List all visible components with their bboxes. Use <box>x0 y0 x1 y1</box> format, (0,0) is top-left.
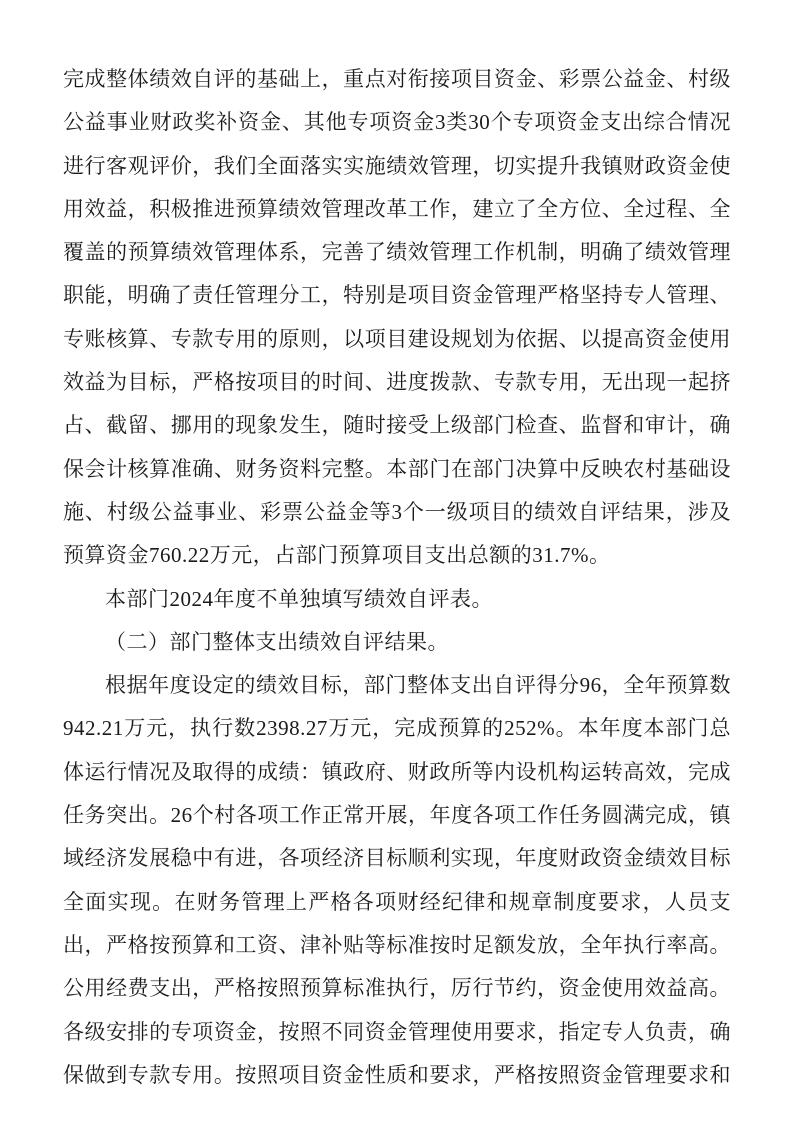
text-line-paragraph-start: 根据年度设定的绩效目标，部门整体支出自评得分96，全年预算数 <box>105 673 731 698</box>
text-line-paragraph-start: 本部门2024年度不单独填写绩效自评表。 <box>105 586 493 611</box>
text-line: 覆盖的预算绩效管理体系，完善了绩效管理工作机制，明确了绩效管理 <box>63 240 731 265</box>
text-line: 用效益，积极推进预算绩效管理改革工作，建立了全方位、全过程、全 <box>63 196 731 221</box>
text-line: 出，严格按预算和工资、津补贴等标准按时足额发放，全年执行率高。 <box>63 932 731 957</box>
text-line: 职能，明确了责任管理分工，特别是项目资金管理严格坚持专人管理、 <box>63 283 731 308</box>
text-line: 保会计核算准确、财务资料完整。本部门在部门决算中反映农村基础设 <box>63 456 731 481</box>
text-line: 专账核算、专款专用的原则，以项目建设规划为依据、以提高资金使用 <box>63 326 731 351</box>
text-line: 体运行情况及取得的成绩：镇政府、财政所等内设机构运转高效，完成 <box>63 759 731 784</box>
text-line: 进行客观评价，我们全面落实实施绩效管理，切实提升我镇财政资金使 <box>63 153 731 178</box>
text-line: 完成整体绩效自评的基础上，重点对衔接项目资金、彩票公益金、村级 <box>63 67 731 91</box>
text-line: 效益为目标，严格按项目的时间、进度拨款、专款专用，无出现一起挤 <box>63 370 731 395</box>
text-line: 保做到专款专用。按照项目资金性质和要求，严格按照资金管理要求和 <box>63 1062 731 1087</box>
section-heading: （二）部门整体支出绩效自评结果。 <box>105 629 449 654</box>
text-line: 942.21万元，执行数2398.27万元，完成预算的252%。本年度本部门总 <box>63 716 731 741</box>
text-line: 任务突出。26个村各项工作正常开展，年度各项工作任务圆满完成，镇 <box>63 803 731 828</box>
text-line: 域经济发展稳中有进，各项经济目标顺利实现，年度财政资金绩效目标 <box>63 846 731 871</box>
text-line: 各级安排的专项资金，按照不同资金管理使用要求，指定专人负责，确 <box>63 1019 731 1044</box>
text-line: 施、村级公益事业、彩票公益金等3个一级项目的绩效自评结果，涉及 <box>63 499 731 524</box>
text-line: 预算资金760.22万元，占部门预算项目支出总额的31.7%。 <box>63 543 611 568</box>
text-line: 占、截留、挪用的现象发生，随时接受上级部门检查、监督和审计，确 <box>63 413 731 438</box>
text-line: 公用经费支出，严格按照预算标准执行，厉行节约，资金使用效益高。 <box>63 976 731 1001</box>
text-line: 全面实现。在财务管理上严格各项财经纪律和规章制度要求，人员支 <box>63 889 731 914</box>
document-body-text <box>63 58 731 1097</box>
text-line: 公益事业财政奖补资金、其他专项资金3类30个专项资金支出综合情况 <box>63 110 731 135</box>
